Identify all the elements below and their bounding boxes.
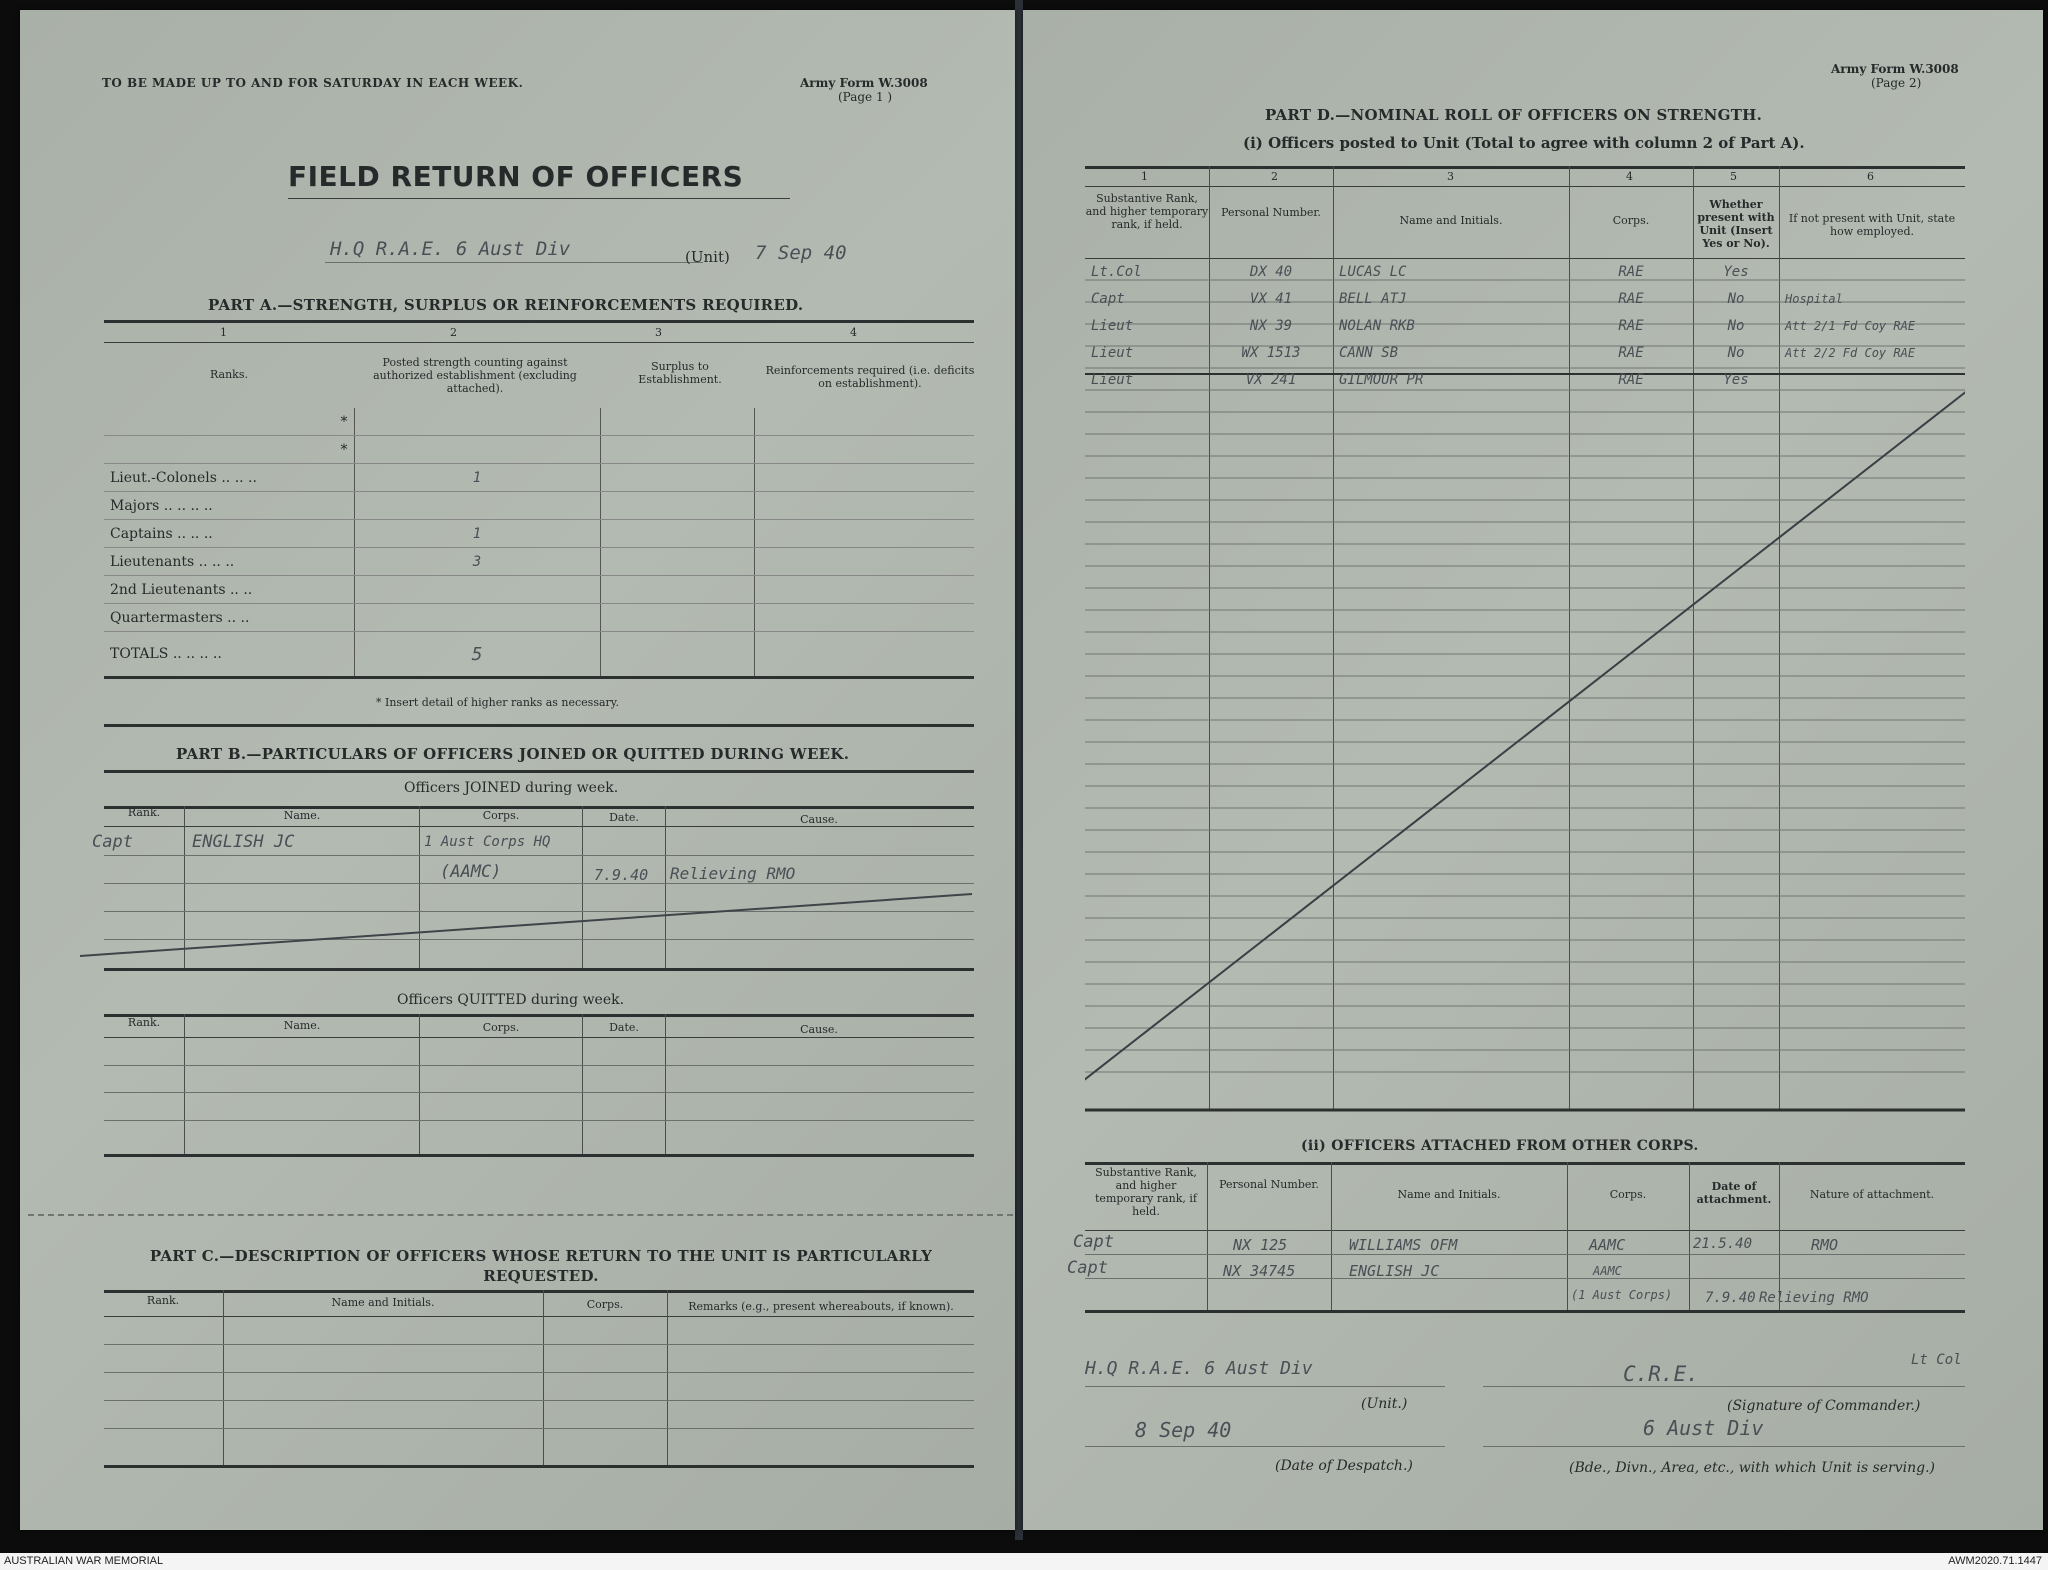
reinforcement-cell (754, 408, 974, 436)
posted-row (1085, 258, 1965, 285)
joined-rank: Capt (92, 832, 133, 852)
quitted-bottom-rule (104, 1154, 974, 1157)
posted-corps: RAE (1618, 371, 1644, 388)
posted-row (1085, 366, 1965, 393)
joined-col-date: Date. (609, 811, 639, 824)
posted-employed (1779, 366, 1965, 393)
posted-cell (354, 408, 600, 436)
joined-strike-line (80, 890, 980, 960)
part-a-row (104, 548, 974, 576)
posted-row (1085, 312, 1965, 339)
attached-col-name: Name and Initials. (1397, 1188, 1501, 1201)
attached-corps-2: AAMC (1593, 1264, 1622, 1278)
quitted-vrule-3 (582, 1014, 583, 1154)
left-page (20, 10, 1015, 1530)
perforation-line (28, 1214, 1013, 1216)
surplus-cell (600, 436, 754, 464)
instruction-text: TO BE MADE UP TO AND FOR SATURDAY IN EACH WEEK. (102, 76, 524, 90)
reinforcement-cell (754, 520, 974, 548)
posted-number: NX 39 (1249, 317, 1293, 334)
posted-present: Yes (1723, 263, 1749, 280)
joined-col-cause: Cause. (800, 813, 838, 826)
section-i-heading: (i) Officers posted to Unit (Total to agree with column 2 of Part A). (1243, 134, 1805, 152)
rank-cell: Lieutenants .. .. .. (104, 548, 354, 576)
joined-date: 7.9.40 (594, 866, 649, 884)
part-a-row (104, 576, 974, 604)
reinforcement-cell (754, 436, 974, 464)
despatch-label: (Date of Despatch.) (1275, 1458, 1413, 1474)
part-d-col-name: Name and Initials. (1399, 214, 1503, 227)
part-a-header-rule (104, 342, 974, 343)
totals-value: 5 (354, 632, 600, 678)
part-a-row (104, 604, 974, 632)
posted-present: No (1727, 317, 1745, 334)
rank-cell: Lieut.-Colonels .. .. .. (104, 464, 354, 492)
part-a-col-posted: Posted strength counting against authorized establishment (excluding attached). (373, 356, 577, 395)
posted-name: NOLAN RKB (1339, 317, 1415, 334)
posted-row (1085, 339, 1965, 366)
page-label: (Page 1 ) (838, 90, 893, 104)
attached-row-rule (1085, 1254, 1965, 1255)
attached-corps-1: AAMC (1589, 1236, 1626, 1254)
part-a-col-num-4: 4 (850, 326, 857, 339)
part-c-col-rank: Rank. (146, 1294, 180, 1307)
attached-vrule-3 (1567, 1162, 1568, 1310)
part-c-col-remarks: Remarks (e.g., present whereabouts, if known). (688, 1300, 954, 1313)
posted-number: VX 241 (1245, 371, 1297, 388)
part-a-col-num-1: 1 (220, 326, 227, 339)
posted-cell (354, 492, 600, 520)
part-a-col-surplus: Surplus to Establishment. (638, 360, 722, 386)
posted-name: BELL ATJ (1339, 290, 1407, 307)
form-ref: Army Form W.3008 (800, 76, 928, 90)
attached-vrule-1 (1207, 1162, 1208, 1310)
posted-cell: 3 (354, 548, 600, 576)
attached-number-2: NX 34745 (1223, 1262, 1296, 1280)
unit-line (325, 262, 703, 263)
part-a-row (104, 492, 974, 520)
posted-present: No (1727, 344, 1745, 361)
joined-col-rank: Rank. (127, 806, 161, 819)
part-a-col-ranks: Ranks. (210, 368, 248, 381)
part-d-col-present: Whether present with Unit (Insert Yes or No). (1697, 198, 1775, 250)
attached-date-1: 21.5.40 (1693, 1236, 1753, 1252)
joined-corps-2: (AAMC) (440, 862, 502, 882)
reinforcement-cell (754, 548, 974, 576)
posted-corps: RAE (1618, 317, 1644, 334)
quitted-col-date: Date. (609, 1021, 639, 1034)
form-ref-2: Army Form W.3008 (1831, 62, 1959, 76)
attached-vrule-5 (1779, 1162, 1780, 1310)
part-a-row (104, 520, 974, 548)
formation-line (1483, 1446, 1965, 1447)
footer-unit-handwritten: H.Q R.A.E. 6 Aust Div (1085, 1358, 1313, 1379)
right-page (1023, 10, 2043, 1530)
quitted-row-rule (104, 1120, 974, 1121)
rank-cell: * (104, 408, 354, 436)
attached-rank-2: Capt (1067, 1258, 1108, 1278)
part-c-vrule-2 (543, 1290, 544, 1466)
part-d-col-num-5: 5 (1730, 170, 1737, 183)
part-d-col-num-1: 1 (1141, 170, 1148, 183)
part-c-vrule-1 (223, 1290, 224, 1466)
quitted-header-bottom (104, 1037, 974, 1038)
part-d-num-rule (1085, 186, 1965, 187)
part-c-bottom-rule (104, 1465, 974, 1468)
despatch-line (1085, 1446, 1445, 1447)
joined-header-bottom (104, 826, 974, 827)
attached-top-rule (1085, 1162, 1965, 1165)
joined-bottom-rule (104, 968, 974, 971)
posted-number: WX 1513 (1241, 344, 1301, 361)
archive-id: AWM2020.71.1447 (1948, 1555, 2042, 1567)
reinforcement-cell (754, 576, 974, 604)
signature-line (1483, 1386, 1965, 1387)
part-b-heading: PART B.—PARTICULARS OF OFFICERS JOINED OR QUITTED DURING WEEK. (176, 745, 850, 763)
part-a-heading: PART A.—STRENGTH, SURPLUS OR REINFORCEMENTS REQUIRED. (208, 296, 804, 314)
footer-unit-label: (Unit.) (1361, 1396, 1408, 1412)
despatch-date-handwritten: 8 Sep 40 (1135, 1418, 1232, 1442)
joined-col-corps: Corps. (482, 809, 520, 822)
part-c-row-rule (104, 1372, 974, 1373)
signature-rank-note: Lt Col (1911, 1352, 1962, 1368)
surplus-cell (600, 604, 754, 632)
unit-label: (Unit) (685, 248, 730, 266)
part-c-header-bottom (104, 1316, 974, 1317)
posted-rank: Lieut (1091, 317, 1134, 334)
attached-row-rule (1085, 1278, 1965, 1279)
posted-number: DX 40 (1249, 263, 1293, 280)
page-label-2: (Page 2) (1871, 76, 1922, 90)
archive-name: AUSTRALIAN WAR MEMORIAL (4, 1555, 164, 1567)
posted-corps: RAE (1618, 290, 1644, 307)
totals-surplus (600, 632, 754, 678)
part-d-col-corps: Corps. (1612, 214, 1650, 227)
quitted-vrule-4 (665, 1014, 666, 1154)
part-d-top-rule (1085, 166, 1965, 169)
part-b-top-rule (104, 770, 974, 773)
part-c-heading: PART C.—DESCRIPTION OF OFFICERS WHOSE RETURN TO THE UNIT IS PARTICULARLY REQUESTED. (149, 1247, 933, 1285)
quitted-header-rule (104, 1014, 974, 1017)
joined-heading: Officers JOINED during week. (404, 780, 619, 796)
attached-corps-note: (1 Aust Corps) (1571, 1288, 1673, 1302)
part-d-col-rank: Substantive Rank, and higher temporary rank, if held. (1085, 192, 1209, 231)
totals-reinforcement (754, 632, 974, 678)
posted-corps: RAE (1618, 263, 1644, 280)
posted-rank: Lieut (1091, 344, 1134, 361)
attached-col-number: Personal Number. (1219, 1178, 1319, 1191)
posted-name: CANN SB (1339, 344, 1399, 361)
part-a-col-num-2: 2 (450, 326, 457, 339)
attached-header-bottom (1085, 1230, 1965, 1231)
posted-cell: 1 (354, 464, 600, 492)
part-c-vrule-3 (667, 1290, 668, 1466)
part-a-footnote: * Insert detail of higher ranks as necessary. (376, 696, 620, 709)
posted-row (1085, 285, 1965, 312)
quitted-col-rank: Rank. (127, 1016, 161, 1029)
posted-name: GILMOUR PR (1339, 371, 1424, 388)
attached-col-corps: Corps. (1609, 1188, 1647, 1201)
part-d-col-num-4: 4 (1626, 170, 1633, 183)
unit-date-handwritten: 7 Sep 40 (755, 242, 847, 264)
posted-cell (354, 604, 600, 632)
part-d-col-num-6: 6 (1867, 170, 1874, 183)
joined-name: ENGLISH JC (192, 832, 295, 852)
part-d-col-num-3: 3 (1447, 170, 1454, 183)
reinforcement-cell (754, 492, 974, 520)
part-c-row-rule (104, 1400, 974, 1401)
section-ii-heading: (ii) OFFICERS ATTACHED FROM OTHER CORPS. (1301, 1138, 1699, 1154)
posted-present: No (1727, 290, 1745, 307)
quitted-col-corps: Corps. (482, 1021, 520, 1034)
posted-rank: Capt (1091, 290, 1125, 307)
quitted-row-rule (104, 1092, 974, 1093)
joined-col-name: Name. (283, 809, 321, 822)
joined-row-rule (104, 855, 974, 856)
part-a-bottom-rule (104, 724, 974, 727)
attached-number-1: NX 125 (1233, 1236, 1288, 1254)
formation-label: (Bde., Divn., Area, etc., with which Unit is serving.) (1569, 1460, 1936, 1476)
reinforcement-cell (754, 604, 974, 632)
archive-strip (0, 1553, 2048, 1570)
rank-cell: * (104, 436, 354, 464)
part-d-heading: PART D.—NOMINAL ROLL OF OFFICERS ON STRENGTH. (1265, 106, 1763, 124)
attached-name-2: ENGLISH JC (1349, 1262, 1440, 1280)
part-a-col-num-3: 3 (655, 326, 662, 339)
footer-unit-line (1085, 1386, 1445, 1387)
attached-vrule-4 (1689, 1162, 1690, 1310)
surplus-cell (600, 548, 754, 576)
joined-cause: Relieving RMO (670, 864, 796, 883)
part-d-col-num-2: 2 (1271, 170, 1278, 183)
surplus-cell (600, 492, 754, 520)
quitted-col-name: Name. (283, 1019, 321, 1032)
signature-label: (Signature of Commander.) (1727, 1398, 1921, 1414)
attached-col-rank: Substantive Rank, and higher temporary rank, if held. (1095, 1166, 1197, 1218)
posted-employed: Att 2/1 Fd Coy RAE (1785, 318, 1916, 333)
quitted-vrule-1 (184, 1014, 185, 1154)
reinforcement-cell (754, 464, 974, 492)
totals-label: TOTALS .. .. .. .. (104, 632, 354, 678)
part-c-col-name: Name and Initials. (331, 1296, 435, 1309)
quitted-row-rule (104, 1065, 974, 1066)
part-a-totals-row (104, 632, 974, 678)
quitted-col-cause: Cause. (800, 1023, 838, 1036)
part-a-row (104, 436, 974, 464)
posted-employed: Hospital (1785, 291, 1843, 306)
posted-cell: 1 (354, 520, 600, 548)
attached-bottom-rule (1085, 1310, 1965, 1313)
formation-handwritten: 6 Aust Div (1643, 1416, 1764, 1440)
attached-nature-2: Relieving RMO (1759, 1290, 1869, 1306)
attached-col-nature: Nature of attachment. (1809, 1188, 1935, 1201)
posted-rank: Lt.Col (1091, 263, 1142, 280)
rank-cell: 2nd Lieutenants .. .. (104, 576, 354, 604)
posted-cell (354, 436, 600, 464)
posted-number: VX 41 (1249, 290, 1293, 307)
form-title: FIELD RETURN OF OFFICERS (288, 160, 744, 193)
rank-cell: Captains .. .. .. (104, 520, 354, 548)
posted-corps: RAE (1618, 344, 1644, 361)
joined-corps-1: 1 Aust Corps HQ (424, 834, 551, 850)
posted-name: LUCAS LC (1339, 263, 1407, 280)
surplus-cell (600, 464, 754, 492)
posted-cell (354, 576, 600, 604)
surplus-cell (600, 576, 754, 604)
attached-vrule-2 (1331, 1162, 1332, 1310)
posted-present: Yes (1723, 371, 1749, 388)
part-a-table (104, 408, 974, 679)
attached-date-2: 7.9.40 (1705, 1290, 1756, 1306)
rank-cell: Majors .. .. .. .. (104, 492, 354, 520)
part-a-row (104, 464, 974, 492)
part-c-col-corps: Corps. (586, 1298, 624, 1311)
rank-cell: Quartermasters .. .. (104, 604, 354, 632)
title-underline (288, 198, 790, 199)
part-a-col-reinforcements: Reinforcements required (i.e. deficits on establishment). (765, 364, 975, 390)
attached-rank-1: Capt (1073, 1232, 1114, 1252)
signature-handwritten: C.R.E. (1623, 1362, 1699, 1386)
quitted-vrule-2 (419, 1014, 420, 1154)
attached-name-1: WILLIAMS OFM (1349, 1236, 1458, 1254)
part-a-top-rule (104, 320, 974, 323)
part-a-row (104, 408, 974, 436)
part-c-top-rule (104, 1290, 974, 1293)
posted-employed (1779, 258, 1965, 285)
surplus-cell (600, 520, 754, 548)
book-spine (1015, 0, 1023, 1540)
attached-nature-1: RMO (1811, 1236, 1839, 1254)
part-d-col-employed: If not present with Unit, state how employed. (1788, 212, 1956, 238)
part-c-row-rule (104, 1428, 974, 1429)
posted-rank: Lieut (1091, 371, 1134, 388)
joined-row-rule (104, 883, 974, 884)
surplus-cell (600, 408, 754, 436)
unit-handwritten: H.Q R.A.E. 6 Aust Div (330, 238, 571, 260)
quitted-heading: Officers QUITTED during week. (397, 992, 625, 1008)
part-d-col-number: Personal Number. (1221, 206, 1321, 219)
posted-officers-table (1085, 258, 1965, 393)
attached-col-date: Date of attachment. (1696, 1180, 1772, 1206)
part-c-row-rule (104, 1344, 974, 1345)
posted-employed: Att 2/2 Fd Coy RAE (1785, 345, 1916, 360)
